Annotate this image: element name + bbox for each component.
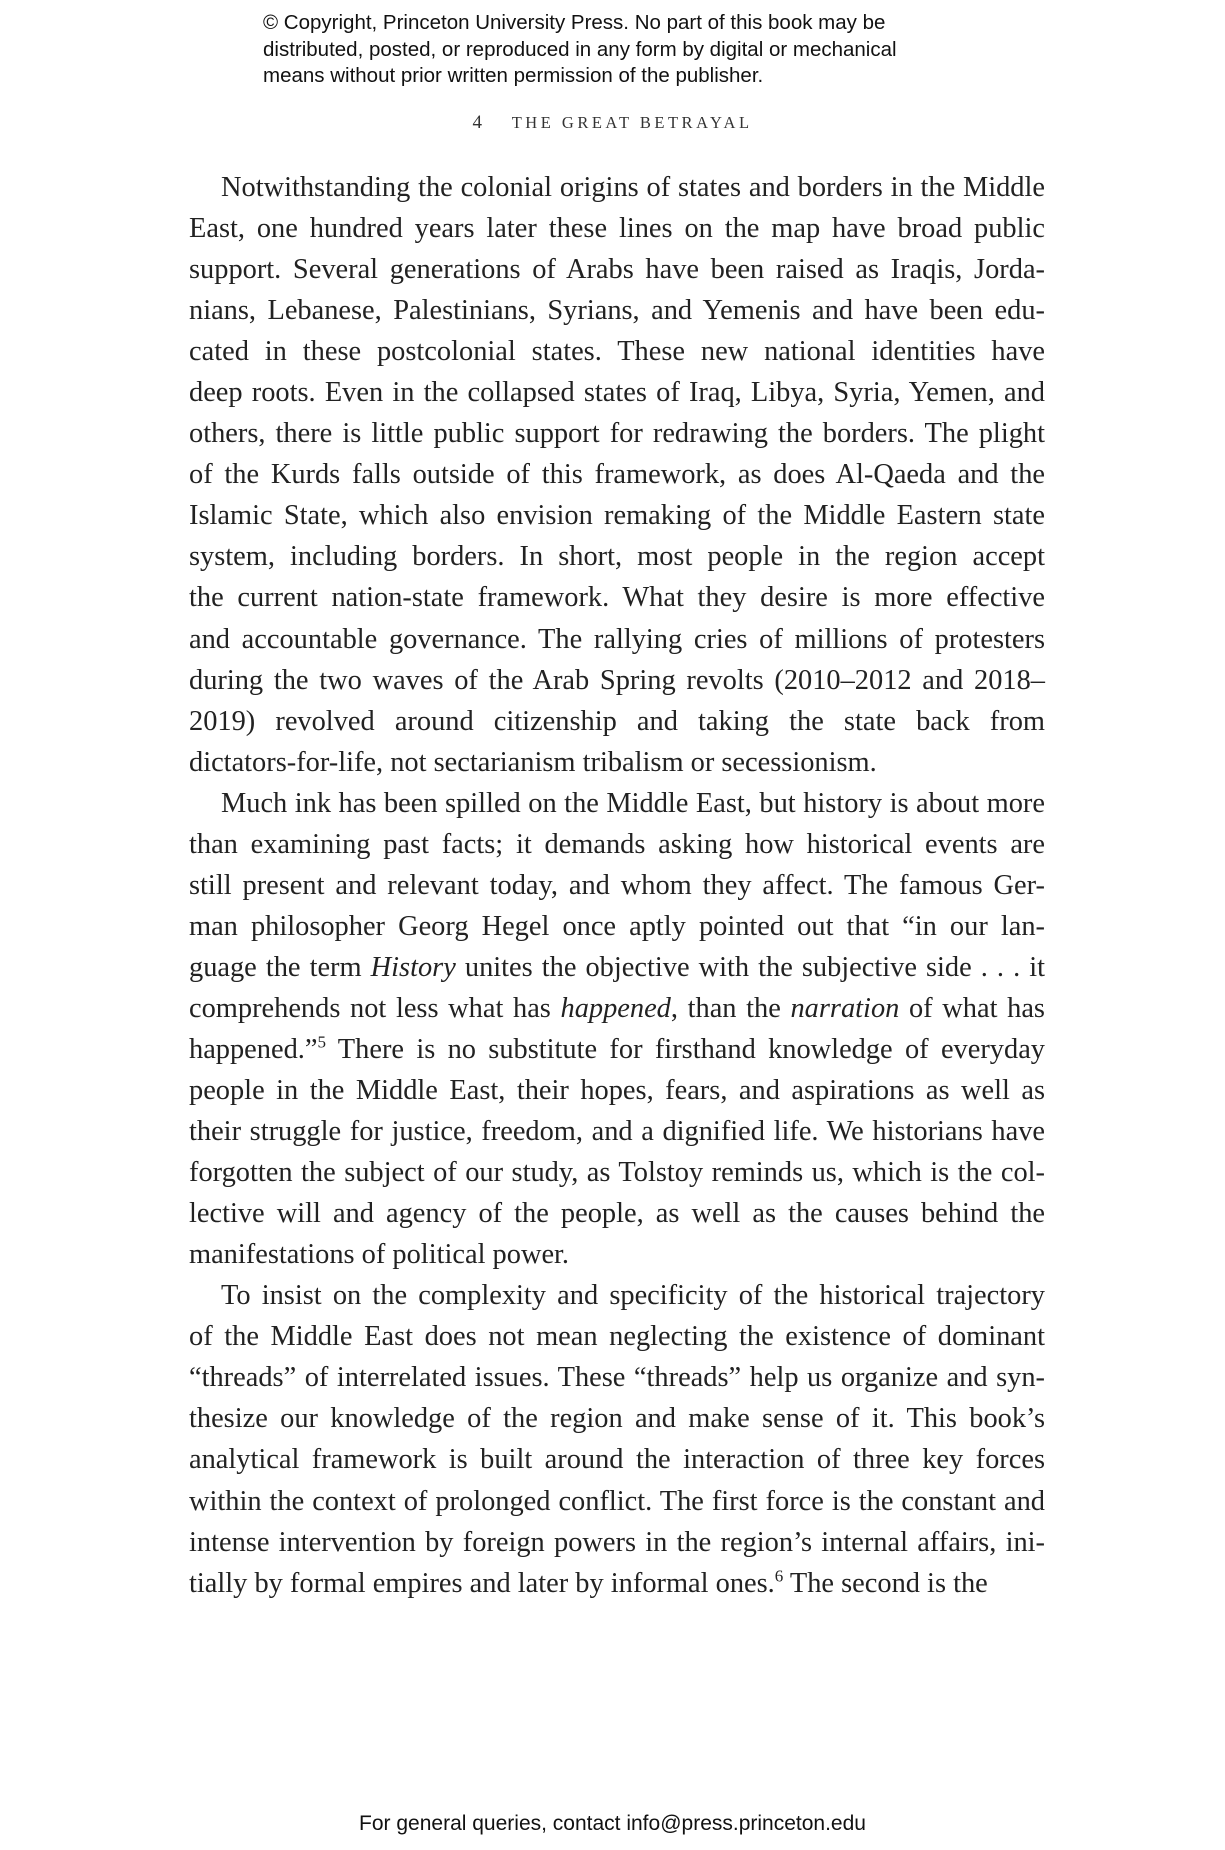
- body-text: [189, 167, 1045, 1604]
- text-line: system, including borders. In short, most people in the region accept: [189, 541, 1045, 573]
- text-line: manifestations of political power.: [189, 1239, 570, 1271]
- text-line: East, one hundred years later these lines on the map have broad public: [189, 213, 1045, 245]
- text-line: deep roots. Even in the collapsed states of Iraq, Libya, Syria, Yemen, and: [189, 377, 1045, 409]
- text-line: tially by formal empires and later by informal ones.$^6$ The second is the: [189, 1566, 988, 1599]
- text-line: the current nation-state framework. What they desire is more effective: [189, 582, 1045, 614]
- book-title: THE GREAT BETRAYAL: [511, 113, 753, 132]
- text-line: intense intervention by foreign powers in the region’s internal affairs, ini-: [189, 1526, 1045, 1558]
- text-line: man philosopher Georg Hegel once aptly pointed out that “in our lan-: [189, 910, 1045, 942]
- text-line: cated in these postcolonial states. These new national identities have: [189, 336, 1045, 368]
- text-line: “threads” of interrelated issues. These “threads” help us organize and syn-: [189, 1362, 1045, 1394]
- page-number: 4: [472, 112, 482, 133]
- copyright-line: means without prior written permission of the publisher.: [263, 64, 764, 87]
- text-line: and accountable governance. The rallying cries of millions of protesters: [189, 623, 1045, 655]
- running-head: [0, 112, 1225, 134]
- text-line: people in the Middle East, their hopes, fears, and aspirations as well as: [189, 1075, 1045, 1107]
- text-line: analytical framework is built around the interaction of three key forces: [189, 1444, 1045, 1476]
- text-line: others, there is little public support for redrawing the borders. The plight: [189, 418, 1045, 450]
- text-line: Islamic State, which also envision remaking of the Middle Eastern state: [189, 500, 1045, 532]
- text-line: support. Several generations of Arabs have been raised as Iraqis, Jorda-: [189, 254, 1045, 286]
- text-line: 2019) revolved around citizenship and taking the state back from: [189, 705, 1045, 737]
- text-line: happened.”$^5$ There is no substitute for firsthand knowledge of everyday: [189, 1032, 1045, 1065]
- text-line: nians, Lebanese, Palestinians, Syrians, and Yemenis and have been edu-: [189, 295, 1045, 327]
- text-line: than examining past facts; it demands asking how historical events are: [189, 828, 1045, 860]
- text-line: within the context of prolonged conflict. The first force is the constant and: [189, 1485, 1045, 1517]
- text-line: lective will and agency of the people, as well as the causes behind the: [189, 1198, 1045, 1230]
- text-line: still present and relevant today, and whom they affect. The famous Ger-: [189, 869, 1045, 901]
- text-line: guage the term History unites the objective with the subjective side . . . it: [189, 951, 1045, 983]
- footer-contact: For general queries, contact info@press.princeton.edu: [359, 1812, 866, 1835]
- text-line: dictators-for-life, not sectarianism tribalism or secessionism.: [189, 746, 877, 778]
- text-line: during the two waves of the Arab Spring revolts (2010–2012 and 2018–: [189, 664, 1045, 696]
- text-line: thesize our knowledge of the region and make sense of it. This book’s: [189, 1403, 1045, 1435]
- text-line: comprehends not less what has happened, than the narration of what has: [189, 992, 1045, 1024]
- text-line: Notwithstanding the colonial origins of states and borders in the Middle: [221, 172, 1045, 203]
- text-line: Much ink has been spilled on the Middle East, but history is about more: [221, 787, 1045, 819]
- copyright-notice: [263, 10, 1023, 90]
- copyright-line: distributed, posted, or reproduced in any form by digital or mechanical: [263, 37, 897, 61]
- text-line: of the Kurds falls outside of this framework, as does Al-Qaeda and the: [189, 459, 1045, 491]
- text-line: forgotten the subject of our study, as Tolstoy reminds us, which is the col-: [189, 1157, 1045, 1189]
- text-line: of the Middle East does not mean neglecting the existence of dominant: [189, 1321, 1045, 1353]
- copyright-line: © Copyright, Princeton University Press. No part of this book may be: [263, 11, 886, 34]
- text-line: To insist on the complexity and specificity of the historical trajectory: [221, 1280, 1045, 1312]
- text-line: their struggle for justice, freedom, and a dignified life. We historians have: [189, 1116, 1045, 1148]
